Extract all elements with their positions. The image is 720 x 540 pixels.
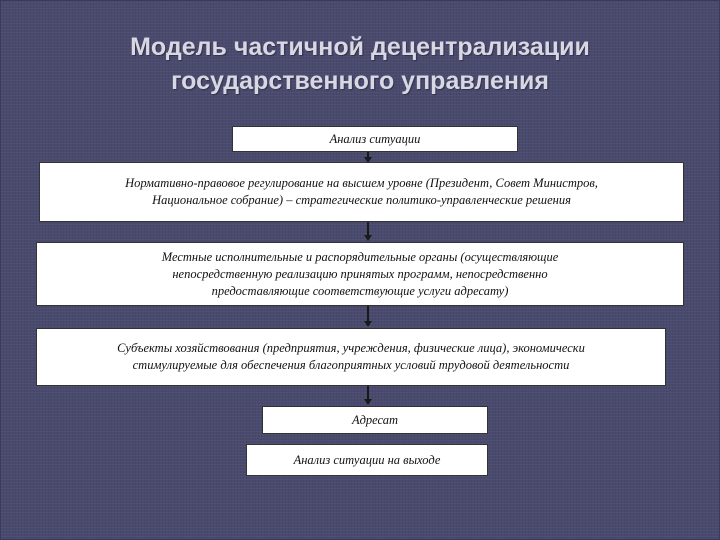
slide-title (60, 30, 660, 98)
box-economic-entities (36, 328, 666, 386)
box-addressee-label: Адресат (351, 412, 399, 427)
box-situation-analysis-label: Анализ ситуации (329, 131, 421, 146)
box-local-executive-bodies-line-3: предоставляющие соответствующие услуги адресату) (211, 283, 509, 298)
box-economic-entities-line-2: стимулируемые для обеспечения благоприятных условий трудовой деятельности (132, 358, 570, 372)
box-situation-analysis (232, 126, 518, 152)
box-local-executive-bodies-line-1: Местные исполнительные и распорядительные органы (осуществляющие (161, 249, 559, 264)
box-economic-entities-line-1: Субъекты хозяйствования (предприятия, учреждения, физические лица), экономически (117, 341, 585, 355)
box-local-executive-bodies-line-2: непосредственную реализацию принятых программ, непосредственно (172, 266, 548, 281)
box-addressee (262, 406, 488, 434)
box-local-executive-bodies (36, 242, 684, 306)
title-line-2: государственного управления (171, 67, 549, 95)
box-normative-regulation-line-2: Национальное собрание) – стратегические политико-управленческие решения (152, 193, 571, 207)
box-normative-regulation-line-1: Нормативно-правовое регулирование на высшем уровне (Президент, Совет Министров, (125, 176, 598, 190)
box-output-situation-analysis (246, 444, 488, 476)
title-line-1: Модель частичной децентрализации (130, 33, 590, 61)
box-normative-regulation (39, 162, 684, 222)
box-output-situation-analysis-label: Анализ ситуации на выходе (293, 452, 441, 467)
